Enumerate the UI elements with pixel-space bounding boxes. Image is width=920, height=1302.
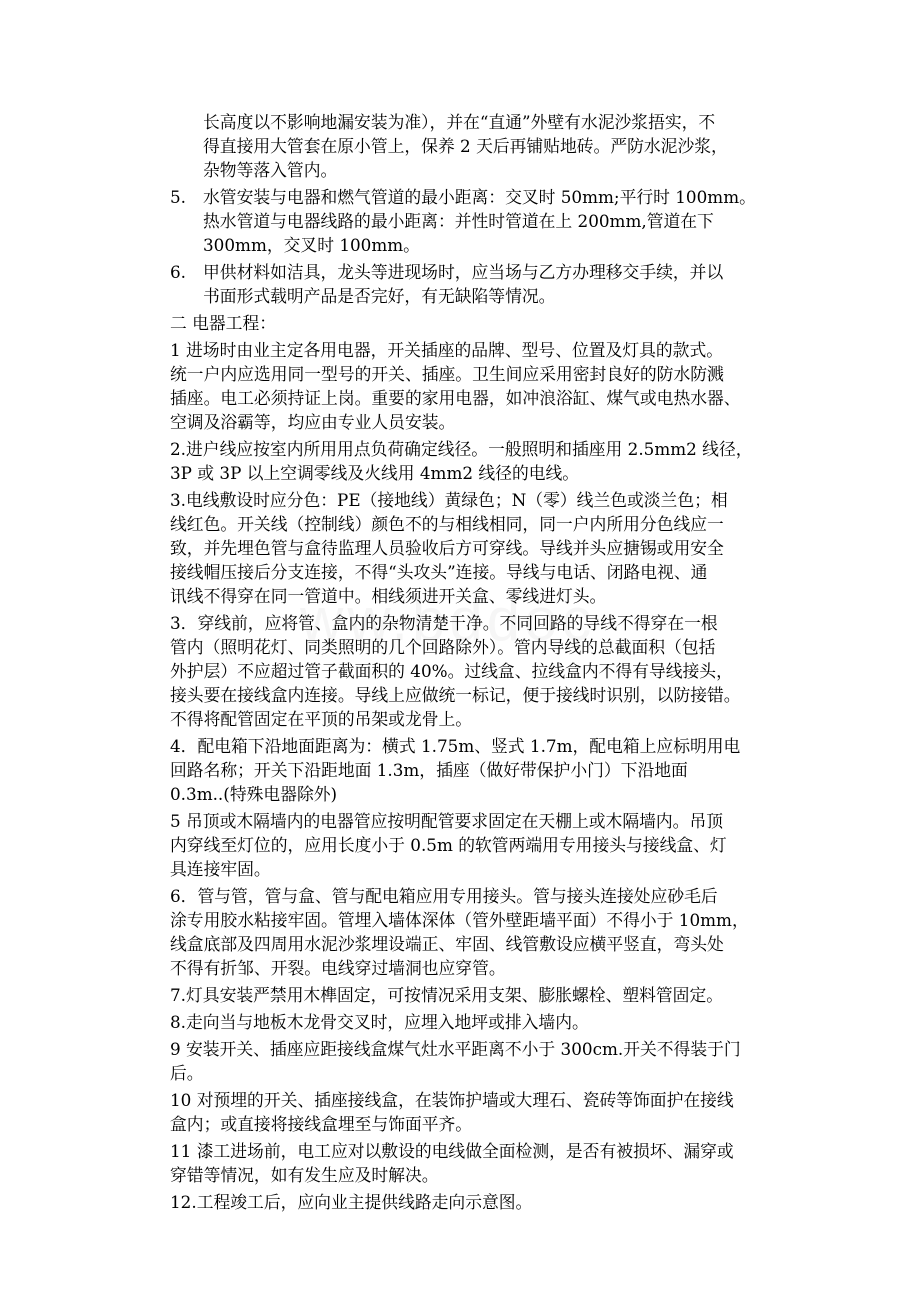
text-line: 外护层）不应超过管子截面积的 40%。过线盒、拉线盒内不得有导线接头， xyxy=(170,661,733,681)
paragraph xyxy=(170,488,790,608)
text-line: 统一户内应选用同一型号的开关、插座。卫生间应采用密封良好的防水防溅 xyxy=(170,364,724,384)
text-line: 300mm，交叉时 100mm。 xyxy=(203,235,420,255)
text-line: 4．配电箱下沿地面距离为：横式 1.75m、竖式 1.7m，配电箱上应标明用电 xyxy=(170,736,741,756)
paragraph xyxy=(170,611,790,731)
text-line: 杂物等落入管内。 xyxy=(203,160,338,180)
paragraph xyxy=(170,1088,790,1136)
text-line: 热水管道与电器线路的最小距离：并性时管道在上 200mm,管道在下 xyxy=(203,211,714,231)
text-line: 空调及浴霸等，均应由专业人员安装。 xyxy=(170,412,456,432)
text-line: 得直接用大管套在原小管上，保养 2 天后再铺贴地砖。严防水泥沙浆， xyxy=(203,136,728,156)
paragraph xyxy=(170,983,790,1007)
text-line: 水管安装与电器和燃气管道的最小距离：交叉时 50mm;平行时 100mm。 xyxy=(203,187,756,207)
text-line: 长高度以不影响地漏安装为准），并在“直通”外壁有水泥沙浆捂实，不 xyxy=(203,112,716,132)
paragraph xyxy=(170,734,790,806)
text-line: 3．穿线前，应将管、盒内的杂物清楚干净。不同回路的导线不得穿在一根 xyxy=(170,613,718,633)
text-line: 7.灯具安装严禁用木榫固定，可按情况采用支架、膨胀螺栓、塑料管固定。 xyxy=(170,985,724,1005)
text-line: 书面形式载明产品是否完好，有无缺陷等情况。 xyxy=(203,286,556,306)
text-line: 12.工程竣工后，应向业主提供线路走向示意图。 xyxy=(170,1192,533,1212)
text-line: 3P 或 3P 以上空调零线及火线用 4mm2 线径的电线。 xyxy=(170,463,580,483)
paragraph xyxy=(170,884,790,980)
text-line: 11 漆工进场前，电工应对以敷设的电线做全面检测，是否有被损坏、漏穿或 xyxy=(170,1141,734,1161)
section-title: 二 电器工程： xyxy=(170,313,277,333)
text-line: 8.走向当与地板木龙骨交叉时，应埋入地坪或排入墙内。 xyxy=(170,1012,589,1032)
text-line: 3.电线敷设时应分色：PE（接地线）黄绿色；N（零）线兰色或淡兰色；相 xyxy=(170,490,728,510)
item-number: 5. xyxy=(170,187,187,207)
text-line: 内穿线至灯位的，应用长度小于 0.5m 的软管两端用专用接头与接线盒、灯 xyxy=(170,835,727,855)
paragraph xyxy=(170,1190,790,1214)
text-line: 0.3m..(特殊电器除外) xyxy=(170,784,338,804)
paragraph xyxy=(170,437,790,485)
text-line: 9 安装开关、插座应距接线盒煤气灶水平距离不小于 300cm.开关不得装于门 xyxy=(170,1039,741,1059)
text-line: 线盒底部及四周用水泥沙浆埋设端正、牢固、线管敷设应横平竖直，弯头处 xyxy=(170,934,724,954)
text-line: 具连接牢固。 xyxy=(170,859,271,879)
text-line: 管内（照明花灯、同类照明的几个回路除外）。管内导线的总截面积（包括 xyxy=(170,637,716,657)
text-line: 回路名称；开关下沿距地面 1.3m，插座（做好带保护小门）下沿地面 xyxy=(170,760,688,780)
text-line: 不得将配管固定在平顶的吊架或龙骨上。 xyxy=(170,709,473,729)
text-line: 盒内；或直接将接线盒埋至与饰面平齐。 xyxy=(170,1114,473,1134)
item-number: 6. xyxy=(170,262,187,282)
text-line: 线红色。开关线（控制线）颜色不的与相线相同，同一户内所用分色线应一 xyxy=(170,514,724,534)
document-body xyxy=(170,110,790,1214)
numbered-item xyxy=(170,185,790,257)
paragraph xyxy=(170,809,790,881)
text-line: 插座。电工必须持证上岗。重要的家用电器，如冲浪浴缸、煤气或电热水器、 xyxy=(170,388,741,408)
text-line: 穿错等情况，如有发生应及时解决。 xyxy=(170,1165,439,1185)
text-line: 涂专用胶水粘接牢固。管埋入墙体深体（管外壁距墙平面）不得小于 10mm， xyxy=(170,910,749,930)
paragraph xyxy=(170,1037,790,1085)
text-line: 1 进场时由业主定各用电器，开关插座的品牌、型号、位置及灯具的款式。 xyxy=(170,340,724,360)
item-4-continuation xyxy=(170,110,790,182)
paragraph xyxy=(170,1139,790,1187)
paragraph xyxy=(170,338,790,434)
text-line: 2.进户线应按室内所用用点负荷确定线径。一般照明和插座用 2.5mm2 线径， xyxy=(170,439,753,459)
text-line: 致，并先埋色管与盒待监理人员验收后方可穿线。导线并头应搪锡或用安全 xyxy=(170,538,724,558)
numbered-item xyxy=(170,260,790,308)
text-line: 接头要在接线盒内连接。导线上应做统一标记，便于接线时识别，以防接错。 xyxy=(170,685,741,705)
text-line: 讯线不得穿在同一管道中。相线须进开关盒、零线进灯头。 xyxy=(170,586,607,606)
text-line: 接线帽压接后分支连接，不得“头攻头”连接。导线与电话、闭路电视、通 xyxy=(170,562,708,582)
paragraph xyxy=(170,1010,790,1034)
text-line: 后。 xyxy=(170,1063,204,1083)
text-line: 6．管与管，管与盒、管与配电箱应用专用接头。管与接头连接处应砂毛后 xyxy=(170,886,718,906)
text-line: 10 对预埋的开关、插座接线盒，在装饰护墙或大理石、瓷砖等饰面护在接线 xyxy=(170,1090,734,1110)
text-line: 甲供材料如洁具，龙头等进现场时，应当场与乙方办理移交手续，并以 xyxy=(203,262,724,282)
text-line: 不得有折邹、开裂。电线穿过墙洞也应穿管。 xyxy=(170,958,506,978)
text-line: 5 吊顶或木隔墙内的电器管应按明配管要求固定在天棚上或木隔墙内。吊顶 xyxy=(170,811,724,831)
